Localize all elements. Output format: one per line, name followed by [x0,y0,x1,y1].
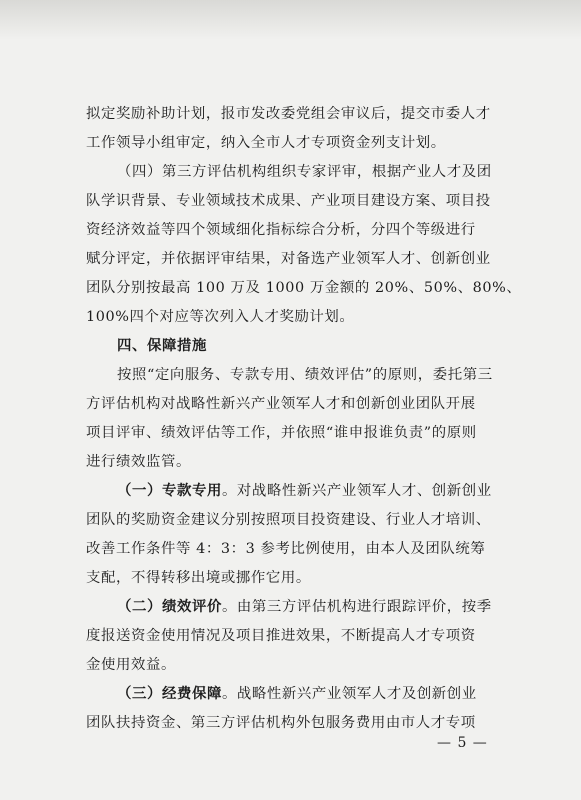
paragraph-line: 金使用效益。 [86,657,176,673]
paragraph-line: 团队分别按最高 100 万及 1000 万金额的 20%、50%、80%、 [86,280,522,296]
paragraph-line: 拟定奖励补助计划，报市发改委党组会审议后，提交市委人才 [86,106,491,122]
paragraph-line: 团队扶持资金、第三方评估机构外包服务费用由市人才专项 [86,715,476,731]
section-heading: 四、保障措施 [117,337,207,354]
paragraph-line: 100%四个对应等次列入人才奖励计划。 [86,309,355,325]
scan-edge-shadow [0,0,581,40]
subsection-title: （三）经费保障 [117,685,222,702]
paragraph-line: （四）第三方评估机构组织专家评审，根据产业人才及团 [117,164,492,180]
paragraph-line: 项目评审、绩效评估等工作，并依照“谁申报谁负责”的原则 [86,425,477,441]
paragraph-line: 工作领导小组审定，纳入全市人才专项资金列支计划。 [86,135,446,151]
paragraph-line: 队学识背景、专业领域技术成果、产业项目建设方案、项目投 [86,193,491,209]
paragraph-line: 资经济效益等四个领域细化指标综合分析，分四个等级进行 [86,222,476,238]
paragraph-line: 改善工作条件等 4：3：3 参考比例使用，由本人及团队统筹 [86,541,486,557]
paragraph-line: 团队的奖励资金建议分别按照项目投资建设、行业人才培训、 [86,512,491,528]
subsection-title: （二）绩效评价 [117,598,222,615]
paragraph-line: （三）经费保障。战略性新兴产业领军人才及创新创业 [117,685,477,702]
paragraph-line: 按照“定向服务、专款专用、绩效评估”的原则，委托第三 [117,367,493,383]
paragraph-line: 赋分评定，并依据评审结果，对备选产业领军人才、创新创业 [86,251,491,267]
paragraph-line: （一）专款专用。对战略性新兴产业领军人才、创新创业 [117,482,492,499]
paragraph-line: 方评估机构对战略性新兴产业领军人才和创新创业团队开展 [86,396,476,412]
paragraph-line: 支配，不得转移出境或挪作它用。 [86,570,311,586]
subsection-title: （一）专款专用 [117,482,222,499]
page-number: — 5 — [437,735,488,751]
paragraph-line: （二）绩效评价。由第三方评估机构进行跟踪评价，按季 [117,598,492,615]
paragraph-line: 进行绩效监管。 [86,454,191,470]
paragraph-line: 度报送资金使用情况及项目推进效果，不断提高人才专项资 [86,628,476,644]
